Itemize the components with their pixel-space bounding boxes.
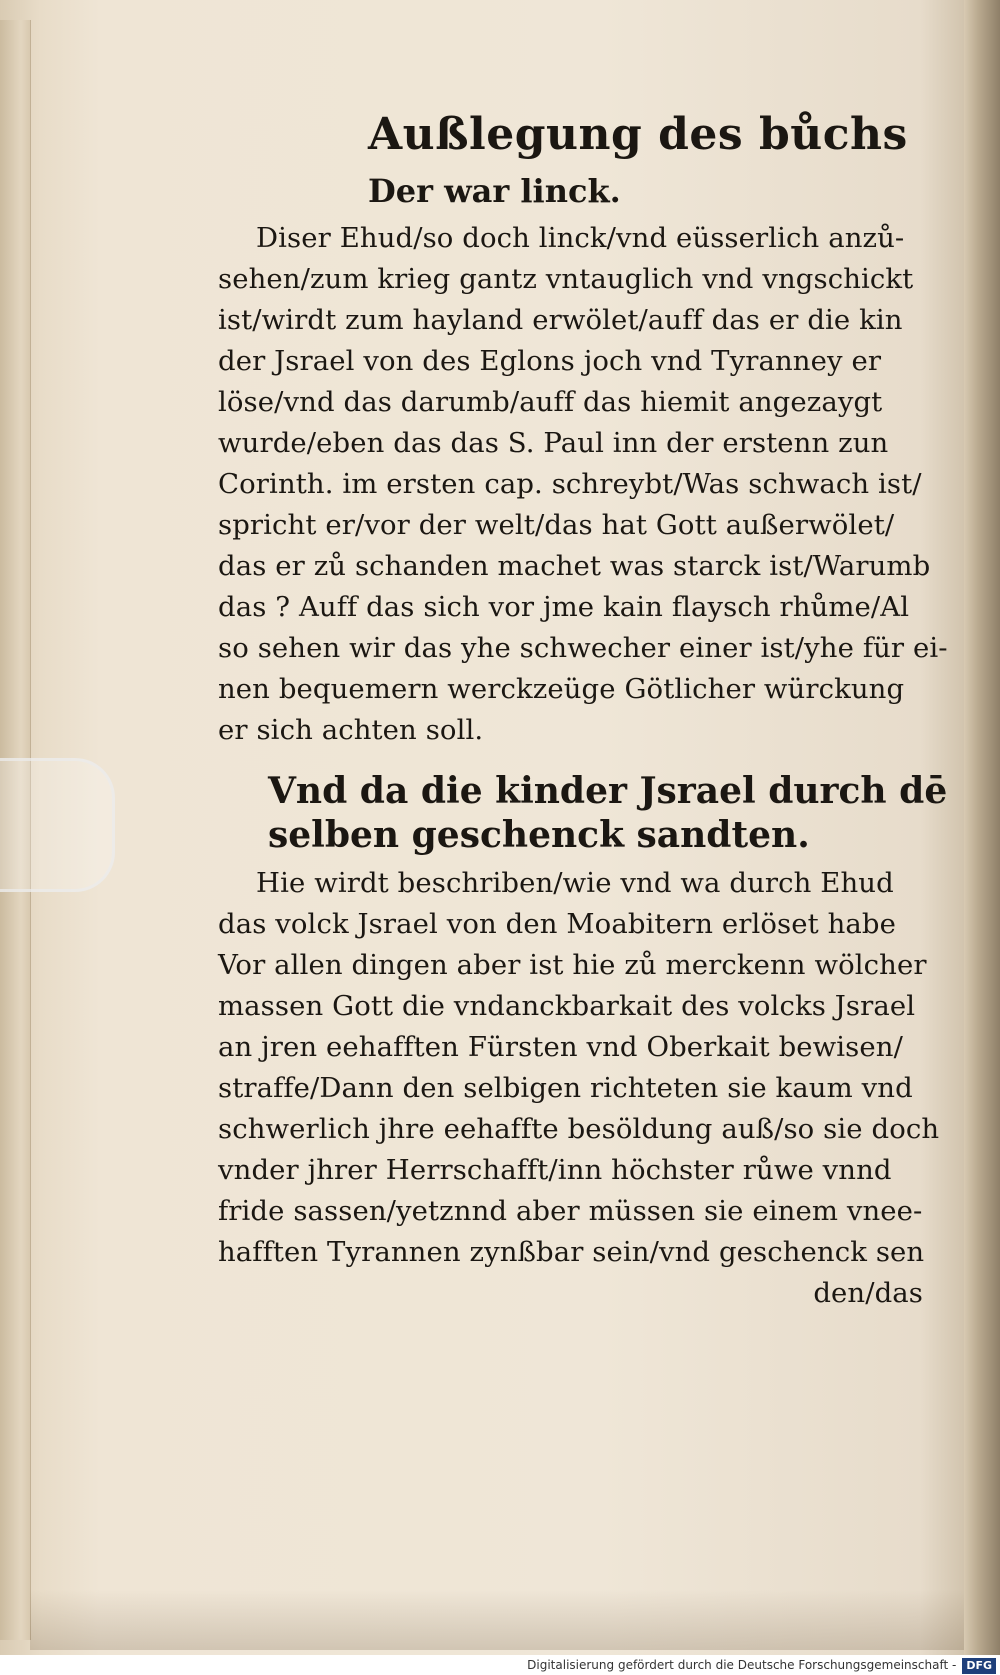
- page-text: [218, 108, 963, 1314]
- text-line: ist/wirdt zum hayland erwölet/auff das er die kin: [218, 304, 903, 336]
- text-line: vnder jhrer Herrschafft/inn höchster růwe vnnd: [218, 1154, 892, 1186]
- text-line: an jren eehafften Fürsten vnd Oberkait bewisen/: [218, 1031, 903, 1063]
- text-line: Hie wirdt beschriben/wie vnd wa durch Ehud: [256, 867, 894, 899]
- section-heading-1: Der war linck.: [368, 172, 621, 210]
- text-line: straffe/Dann den selbigen richteten sie kaum vnd: [218, 1072, 913, 1104]
- text-line: das ? Auff das sich vor jme kain flaysch rhůme/Al: [218, 591, 910, 623]
- text-line: hafften Tyrannen zynßbar sein/vnd geschenck sen: [218, 1236, 925, 1268]
- right-page-edge: [964, 0, 1000, 1655]
- text-line: löse/vnd das darumb/auff das hiemit angezaygt: [218, 386, 883, 418]
- text-line: schwerlich jhre eehaffte besöldung auß/so sie doch: [218, 1113, 940, 1145]
- dfg-logo: DFG: [962, 1658, 996, 1674]
- digitization-footer: [0, 1655, 1000, 1675]
- section-heading-2-line-2: selben geschenck sandten.: [268, 814, 810, 856]
- section-heading-2: [268, 769, 963, 857]
- text-line: sehen/zum krieg gantz vntauglich vnd vngschickt: [218, 263, 914, 295]
- section-heading-2-line-1: Vnd da die kinder Jsrael durch dē: [268, 770, 948, 812]
- paragraph-2: [218, 863, 963, 1314]
- text-line: das volck Jsrael von den Moabitern erlöset habe: [218, 908, 896, 940]
- footer-text: Digitalisierung gefördert durch die Deutsche Forschungsgemeinschaft -: [527, 1658, 957, 1672]
- text-line: Vor allen dingen aber ist hie zů merckenn wölcher: [218, 949, 927, 981]
- text-line: Diser Ehud/so doch linck/vnd eüsserlich anzů-: [256, 222, 905, 254]
- text-line: der Jsrael von des Eglons joch vnd Tyranney er: [218, 345, 882, 377]
- text-line: nen bequemern werckzeüge Götlicher würckung: [218, 673, 905, 705]
- text-line: wurde/eben das das S. Paul inn der erstenn zun: [218, 427, 889, 459]
- page-clip: [0, 758, 115, 892]
- text-line: fride sassen/yetznnd aber müssen sie einem vnee-: [218, 1195, 923, 1227]
- catchword-line: den/das: [813, 1277, 923, 1309]
- paragraph-1: [218, 218, 963, 751]
- text-line: Corinth. im ersten cap. schreybt/Was schwach ist/: [218, 468, 922, 500]
- text-line: das er zů schanden machet was starck ist/Warumb: [218, 550, 931, 582]
- running-head: Außlegung des bůchs: [368, 109, 908, 160]
- text-line: so sehen wir das yhe schwecher einer ist/yhe für ei-: [218, 632, 948, 664]
- text-line: massen Gott die vndanckbarkait des volcks Jsrael: [218, 990, 916, 1022]
- text-line: er sich achten soll.: [218, 714, 484, 746]
- page-bottom-shadow: [30, 1590, 964, 1650]
- text-line: spricht er/vor der welt/das hat Gott außerwölet/: [218, 509, 895, 541]
